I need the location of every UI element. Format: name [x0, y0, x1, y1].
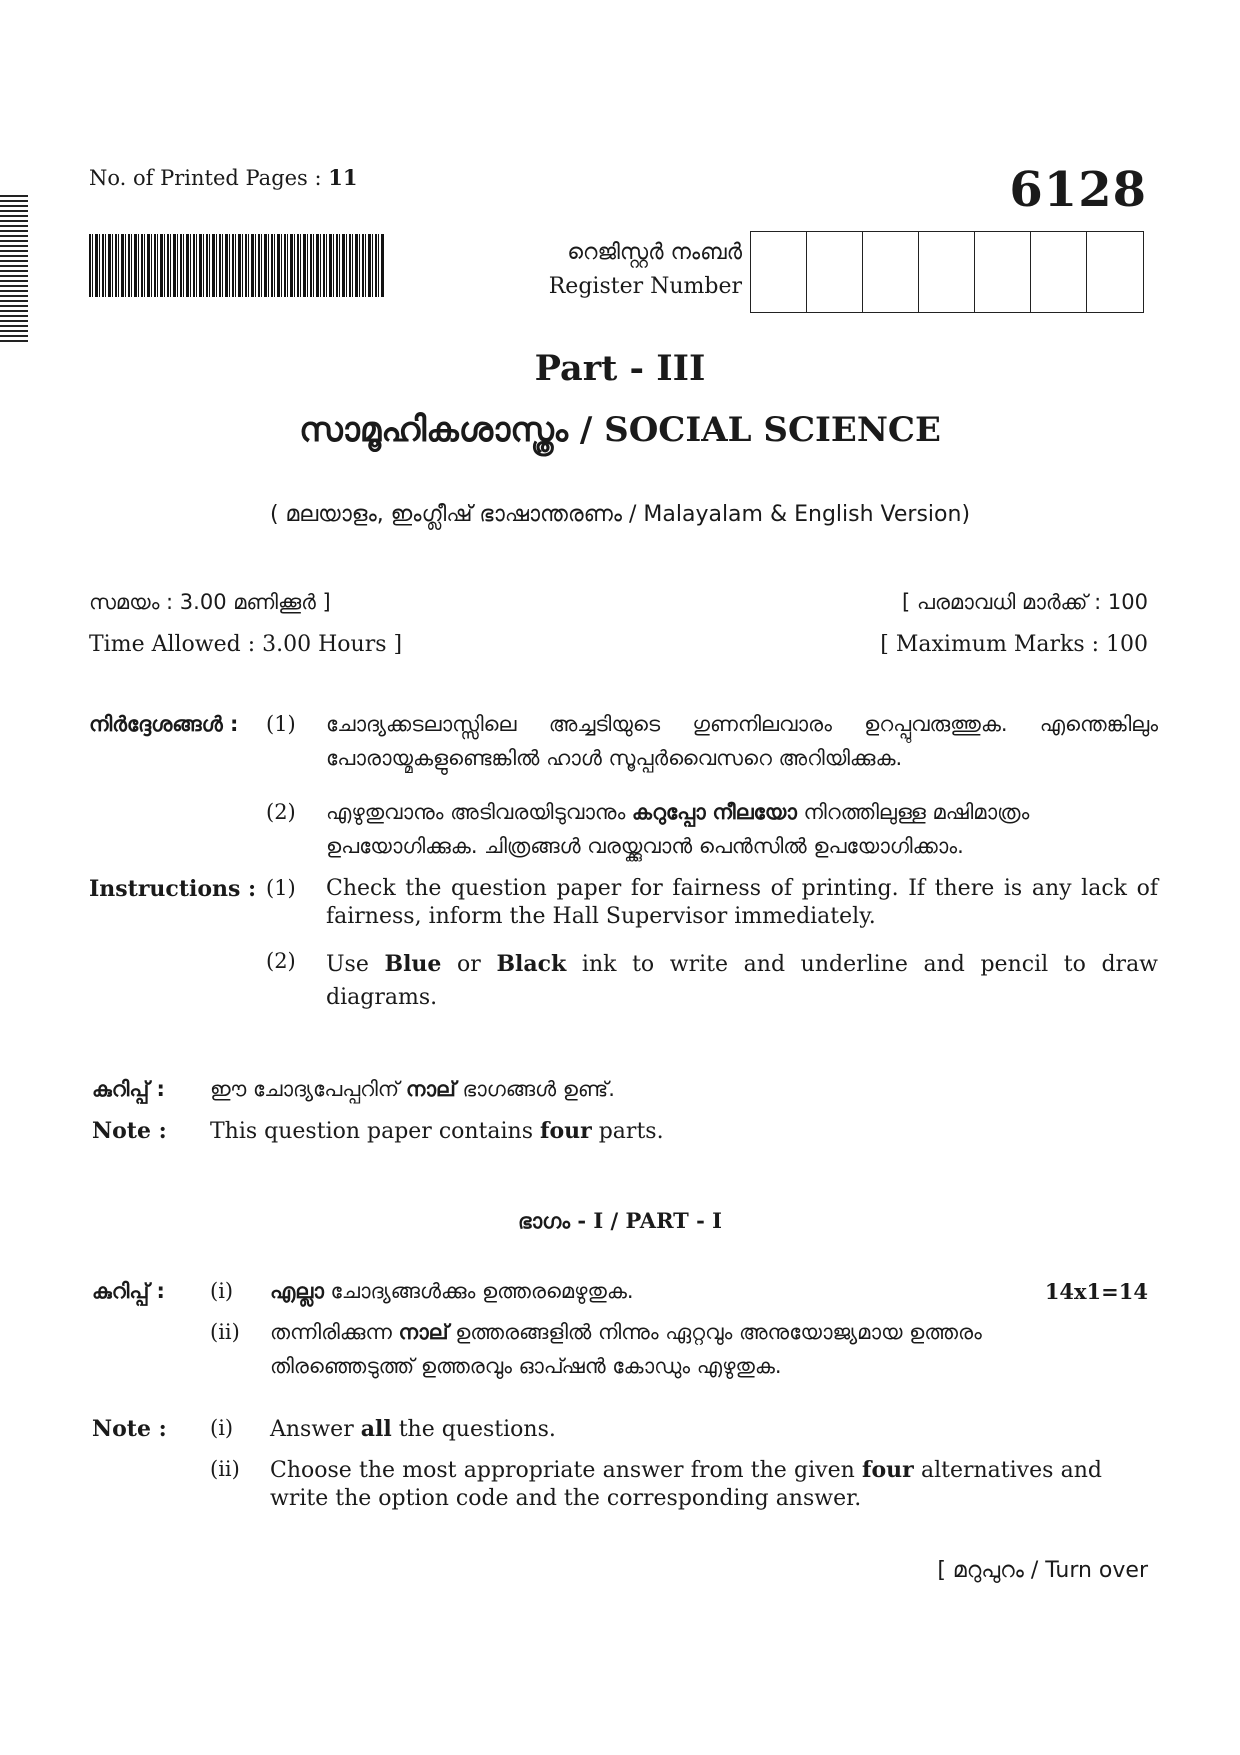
note-en-bold: four [540, 1118, 592, 1144]
note-en-post: parts. [591, 1119, 664, 1144]
register-digit-box[interactable] [975, 232, 1031, 312]
instruction-en-2-number: (2) [266, 949, 296, 973]
part-one-en-2-bold: four [862, 1457, 914, 1483]
printed-pages-count [89, 165, 358, 190]
part-one-note-label-en: Note : [92, 1416, 167, 1442]
note-text-ml [210, 1077, 615, 1102]
register-label-ml: റെജിസ്റ്റർ നംബർ [567, 240, 742, 265]
register-number-boxes[interactable] [750, 231, 1144, 313]
part-one-en-2-post: alternatives and write the option code and the corresponding answer. [270, 1458, 1102, 1511]
part-one-marks: 14x1=14 [1044, 1279, 1148, 1304]
instruction-en-2-post: ink to write and underline and pencil to draw diagrams. [326, 952, 1159, 1010]
register-label-en: Register Number [548, 274, 742, 299]
instruction-ml-2-bold-1: കറുപ്പോ [631, 800, 706, 824]
register-digit-box[interactable] [1031, 232, 1087, 312]
note-ml-bold: നാല് [405, 1077, 456, 1101]
instruction-ml-1-text: ചോദ്യക്കടലാസ്സിലെ അച്ചടിയുടെ ഗുണനിലവാരം ഉറപ്പുവരുത്തുക. എന്തെങ്കിലും പോരായ്മകളുണ്ടെങ്കിൽ ഹാൾ സൂപ്പർവൈസറെ അറിയിക്കുക. [326, 712, 1158, 770]
instruction-ml-2-pre: എഴുതുവാനും അടിവരയിടുവാനും [326, 800, 632, 824]
register-digit-box[interactable] [919, 232, 975, 312]
turn-over-text: [ മറുപുറം / Turn over [937, 1558, 1148, 1583]
instruction-en-2-bold-1: Blue [384, 951, 442, 977]
part-one-en-2-text [270, 1456, 1102, 1513]
part-one-heading [0, 1208, 1240, 1234]
part-one-heading-ml: ഭാഗം [518, 1209, 571, 1233]
part-one-ml-2-bold: നാല് [398, 1320, 449, 1344]
instruction-ml-2-number: (2) [266, 800, 296, 824]
part-one-ml-1-post: ചോദ്യങ്ങൾക്കും ഉത്തരമെഴുതുക. [323, 1279, 634, 1303]
part-title: Part - III [534, 348, 706, 389]
maximum-marks-ml: [ പരമാവധി മാർക്ക് : 100 [902, 590, 1148, 614]
subject-separator: / [568, 410, 605, 450]
part-one-ml-2-pre: തന്നിരിക്കുന്ന [270, 1320, 399, 1344]
part-one-en-2-number: (ii) [210, 1457, 240, 1481]
instruction-en-2-pre: Use [326, 952, 385, 977]
part-one-en-1-bold: all [360, 1416, 392, 1442]
instruction-ml-2-post: നിറത്തിലുള്ള മഷിമാത്രം ഉപയോഗിക്കുക. ചിത്രങ്ങൾ വരയ്ക്കുവാൻ പെൻസിൽ ഉപയോഗിക്കാം. [326, 800, 1030, 858]
instruction-ml-2-text [326, 795, 1158, 863]
instruction-en-2-bold-2: Black [496, 951, 567, 977]
maximum-marks-en: [ Maximum Marks : 100 [880, 632, 1148, 657]
part-one-ml-2-text [270, 1315, 1120, 1383]
instruction-en-2-mid: or [441, 952, 497, 977]
part-one-en-1-post: the questions. [391, 1417, 556, 1442]
register-digit-box[interactable] [807, 232, 863, 312]
part-one-ml-1-bold: എല്ലാ [270, 1279, 324, 1303]
edge-scan-marks [0, 195, 28, 345]
part-one-en-1-number: (i) [210, 1416, 234, 1440]
part-one-ml-1-text [270, 1279, 634, 1304]
note-ml-post: ഭാഗങ്ങൾ ഉണ്ട്. [455, 1077, 615, 1101]
subject-title [0, 410, 1240, 450]
instruction-en-2-text [326, 948, 1158, 1014]
instruction-ml-1-number: (1) [266, 712, 296, 736]
register-digit-box[interactable] [1087, 232, 1143, 312]
barcode-image [89, 234, 385, 297]
part-one-ml-2-post: ഉത്തരങ്ങളിൽ നിന്നും ഏറ്റവും അനുയോജ്യമായ ഉത്തരം തിരഞ്ഞെടുത്ത് ഉത്തരവും ഓപ്ഷൻ കോഡും എഴുതുക. [270, 1320, 982, 1378]
part-one-heading-en: - I / PART - I [570, 1208, 722, 1233]
subject-title-ml: സാമൂഹികശാസ്ത്രം [299, 410, 569, 450]
part-one-ml-2-number: (ii) [210, 1320, 240, 1344]
subject-title-en: SOCIAL SCIENCE [604, 410, 941, 450]
note-label-en: Note : [92, 1118, 167, 1144]
note-text-en [210, 1118, 664, 1144]
register-digit-box[interactable] [863, 232, 919, 312]
instruction-ml-2-bold-2: നീലയോ [712, 800, 797, 824]
printed-pages-value: 11 [328, 165, 358, 190]
register-digit-box[interactable] [751, 232, 807, 312]
part-one-en-1-text [270, 1416, 556, 1442]
part-one-ml-1-number: (i) [210, 1279, 234, 1303]
instructions-label-ml: നിർദ്ദേശങ്ങൾ : [89, 712, 239, 736]
note-en-pre: This question paper contains [210, 1119, 540, 1144]
printed-pages-label: No. of Printed Pages : [89, 166, 322, 190]
note-label-ml: കുറിപ്പ് : [92, 1077, 165, 1101]
note-ml-pre: ഈ ചോദ്യപേപ്പറിന് [210, 1077, 406, 1101]
turn-over-note [937, 1558, 1148, 1583]
time-allowed-en: Time Allowed : 3.00 Hours ] [89, 632, 403, 657]
part-one-en-2-pre: Choose the most appropriate answer from the given [270, 1458, 862, 1483]
paper-code: 6128 [1009, 162, 1147, 218]
part-one-note-label-ml: കുറിപ്പ് : [92, 1279, 165, 1303]
instructions-label-en: Instructions : [89, 876, 257, 902]
version-line: ( മലയാളം, ഇംഗ്ലീഷ് ഭാഷാന്തരണം / Malayalam & English Version) [269, 502, 971, 527]
part-one-en-1-pre: Answer [270, 1417, 361, 1442]
instruction-en-1-text: Check the question paper for fairness of printing. If there is any lack of fairness, inform the Hall Supervisor immediately. [326, 876, 1158, 929]
time-allowed-ml: സമയം : 3.00 മണിക്കൂർ ] [89, 590, 331, 614]
register-number-label [520, 236, 742, 304]
instruction-en-1-number: (1) [266, 876, 296, 900]
